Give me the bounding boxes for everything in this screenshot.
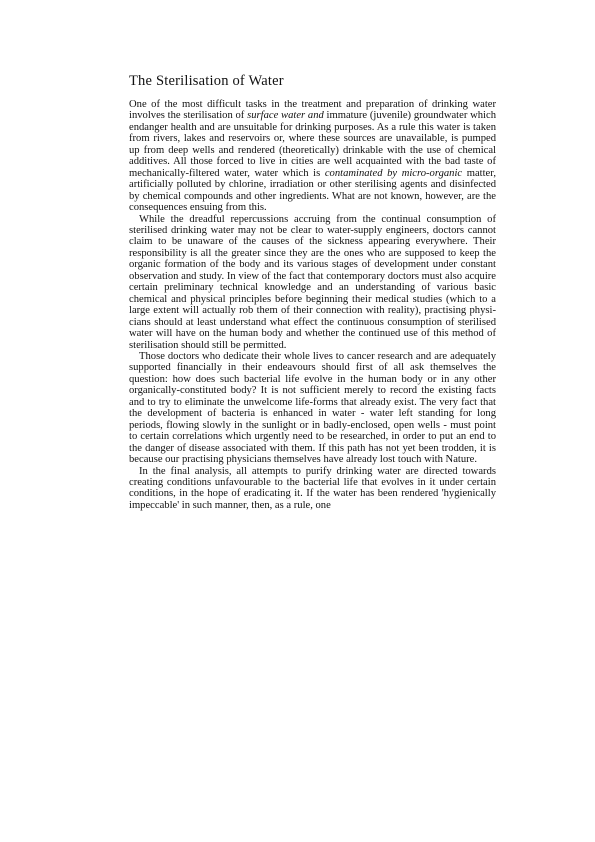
paragraph-1-italic-phrase-1: surface water and <box>247 110 324 122</box>
paragraph-1-text-c: matter, artificially polluted by chlorine, irradiation or other sterilising agents and disinfected by chemical compounds and other ingredients. What are not known, however, are the consequences ensuing from this. <box>129 167 496 214</box>
paragraph-2: While the dreadful repercussions accruing from the continual consumption of sterilised drinking water may not be clear to water-supply engineers, doctors cannot claim to be unaware of the causes of the sickness appearing everywhere. Their responsibility is all the greater since they are the ones who are supposed to keep the organic formation of the body and its various stages of development under constant observation and study. In view of the fact that contemporary doctors must also acquire certain preliminary technical knowledge and an understanding of various basic chemical and physical principles before beginning their medical studies (which to a large extent will actually rob them of their connection with reality), practising physicians should at least understand what effect the continuous consumption of sterilised water will have on the human body and whether the continued use of this method of sterilisation should still be permitted. <box>129 213 496 351</box>
paragraph-1-italic-phrase-2: contaminated by micro-organic <box>324 167 463 179</box>
paragraph-1-text-b: immature (juvenile) groundwater which endanger health and are unsuitable for drinking purposes. As a rule this water is taken from rivers, lakes and reservoirs or, where these sources are unavailable, is pumped up from deep wells and rendered (theoretically) drinkable with the use of chemical additives. All those forced to live in cities are well acquainted with the bad taste of mechanically-filtered water, water which is <box>129 110 496 179</box>
document-body <box>129 99 496 511</box>
paragraph-1-text-a: One of the most difficult tasks in the treatment and preparation of drinking water involves the sterilisation of <box>129 99 496 122</box>
paragraph-4: In the final analysis, all attempts to purify drinking water are directed towards creating conditions unfavourable to the bacterial life that evolves in it under certain conditions, in the hope of eradicating it. If the water has been rendered 'hygienically impeccable' in such manner, then, as a rule, one <box>129 465 496 511</box>
document-title: The Sterilisation of Water <box>129 73 284 89</box>
paragraph-3: Those doctors who dedicate their whole lives to cancer research and are adequately supported financially in their endeavours should first of all ask themselves the question: how does such bacterial life evolve in the human body or in any other organically-constituted body? It is not sufficient merely to record the existing facts and to try to eliminate the unwelcome life-forms that already exist. The very fact that the development of bacteria is enhanced in water - water left standing for long periods, flowing slowly in the sunlight or in badly-enclosed, open wells - must point to certain correlations which urgently need to be researched, in order to put an end to the danger of disease associated with them. If this path has not yet been trodden, it is because our practising physicians themselves have already lost touch with Nature. <box>129 350 496 466</box>
paragraph-1 <box>129 99 496 214</box>
